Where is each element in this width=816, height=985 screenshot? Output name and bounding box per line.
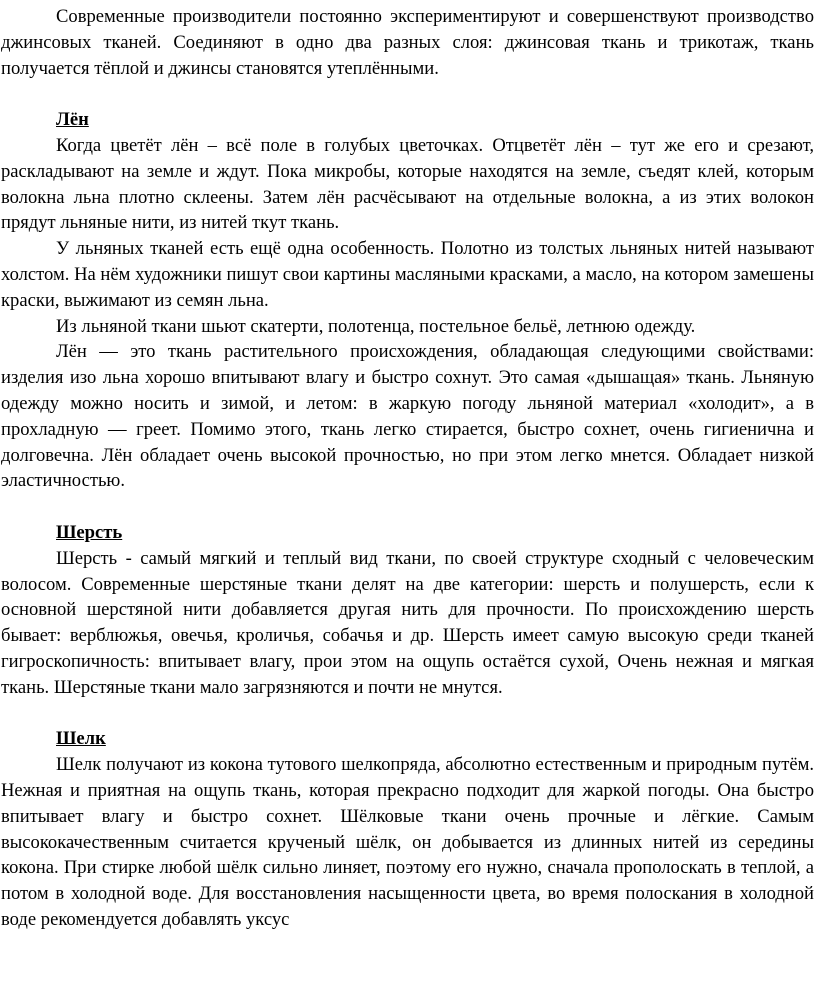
wool-paragraph: Шерсть - самый мягкий и теплый вид ткани, по своей структуре сходный с человеческим волосом. Современные шерстяные ткани делят на две категории: шерсть и полушерсть, если к основной шерстяной нити добавляется другая нить для прочности. По происхождению шерсть бывает: верблюжья, овечья, кроличья, собачья и др. Шерсть имеет самую высокую среди тканей гигроскопичность: впитывает влагу, прои этом на ощупь остаётся сухой, Очень нежная и мягкая ткань. Шерстяные ткани мало загрязняются и почти не мнутся. — [1, 547, 814, 698]
intro-paragraph: Современные производители постоянно экспериментируют и совершенствуют производство джинсовых тканей. Соединяют в одно два разных слоя: джинсовая ткань и трикотаж, ткань получается тёплой и джинсы становятся утеплёнными. — [1, 6, 814, 79]
section-heading-silk: Шелк — [56, 728, 106, 750]
section-spacer — [1, 701, 814, 727]
linen-paragraph: Лён — это ткань растительного происхождения, обладающая следующими свойствами: изделия изо льна хорошо впитывают влагу и быстро сохнут. Это самая «дышащая» ткань. Льняную одежду можно носить и зимой, и летом: в жаркую погоду льняной материал «холодит», а в прохладную — греет. Помимо этого, ткань легко стирается, быстро сохнет, очень гигиенична и долговечна. Лён обладает очень высокой прочностью, но при этом легко мнется. Обладает низкой эластичностью. — [1, 341, 814, 492]
linen-paragraph: Когда цветёт лён – всё поле в голубых цветочках. Отцветёт лён – тут же его и срезают, раскладывают на земле и ждут. Пока микробы, которые находятся на земле, съедят клей, которым волокна льна плотно склеены. Затем лён расчёсывают на отдельные волокна, а из этих волокон прядут льняные нити, из нитей ткут ткань. — [1, 134, 814, 234]
silk-paragraph: Шелк получают из кокона тутового шелкопряда, абсолютно естественным и природным путём. Нежная и приятная на ощупь ткань, которая прекрасно подходит для жаркой погоды. Она быстро впитывает влагу и быстро сохнет. Шёлковые ткани очень прочные и лёгкие. Самым высококачественным считается крученый шёлк, он добывается из длинных нитей из середины кокона. При стирке любой шёлк сильно линяет, поэтому его нужно, сначала прополоскать в теплой, а потом в холодной воде. Для восстановления насыщенности цвета, во время полоскания в холодной воде рекомендуется добавлять уксус — [1, 754, 814, 930]
section-spacer — [1, 494, 814, 520]
linen-paragraph: У льняных тканей есть ещё одна особенность. Полотно из толстых льняных нитей называют холстом. На нём художники пишут свои картины масляными красками, а масло, на котором замешены краски, выжимают из семян льна. — [1, 238, 814, 311]
section-spacer — [1, 81, 814, 107]
section-heading-wool: Шерсть — [56, 521, 123, 543]
linen-paragraph: Из льняной ткани шьют скатерти, полотенца, постельное бельё, летнюю одежду. — [56, 315, 696, 337]
section-heading-linen: Лён — [56, 109, 89, 131]
